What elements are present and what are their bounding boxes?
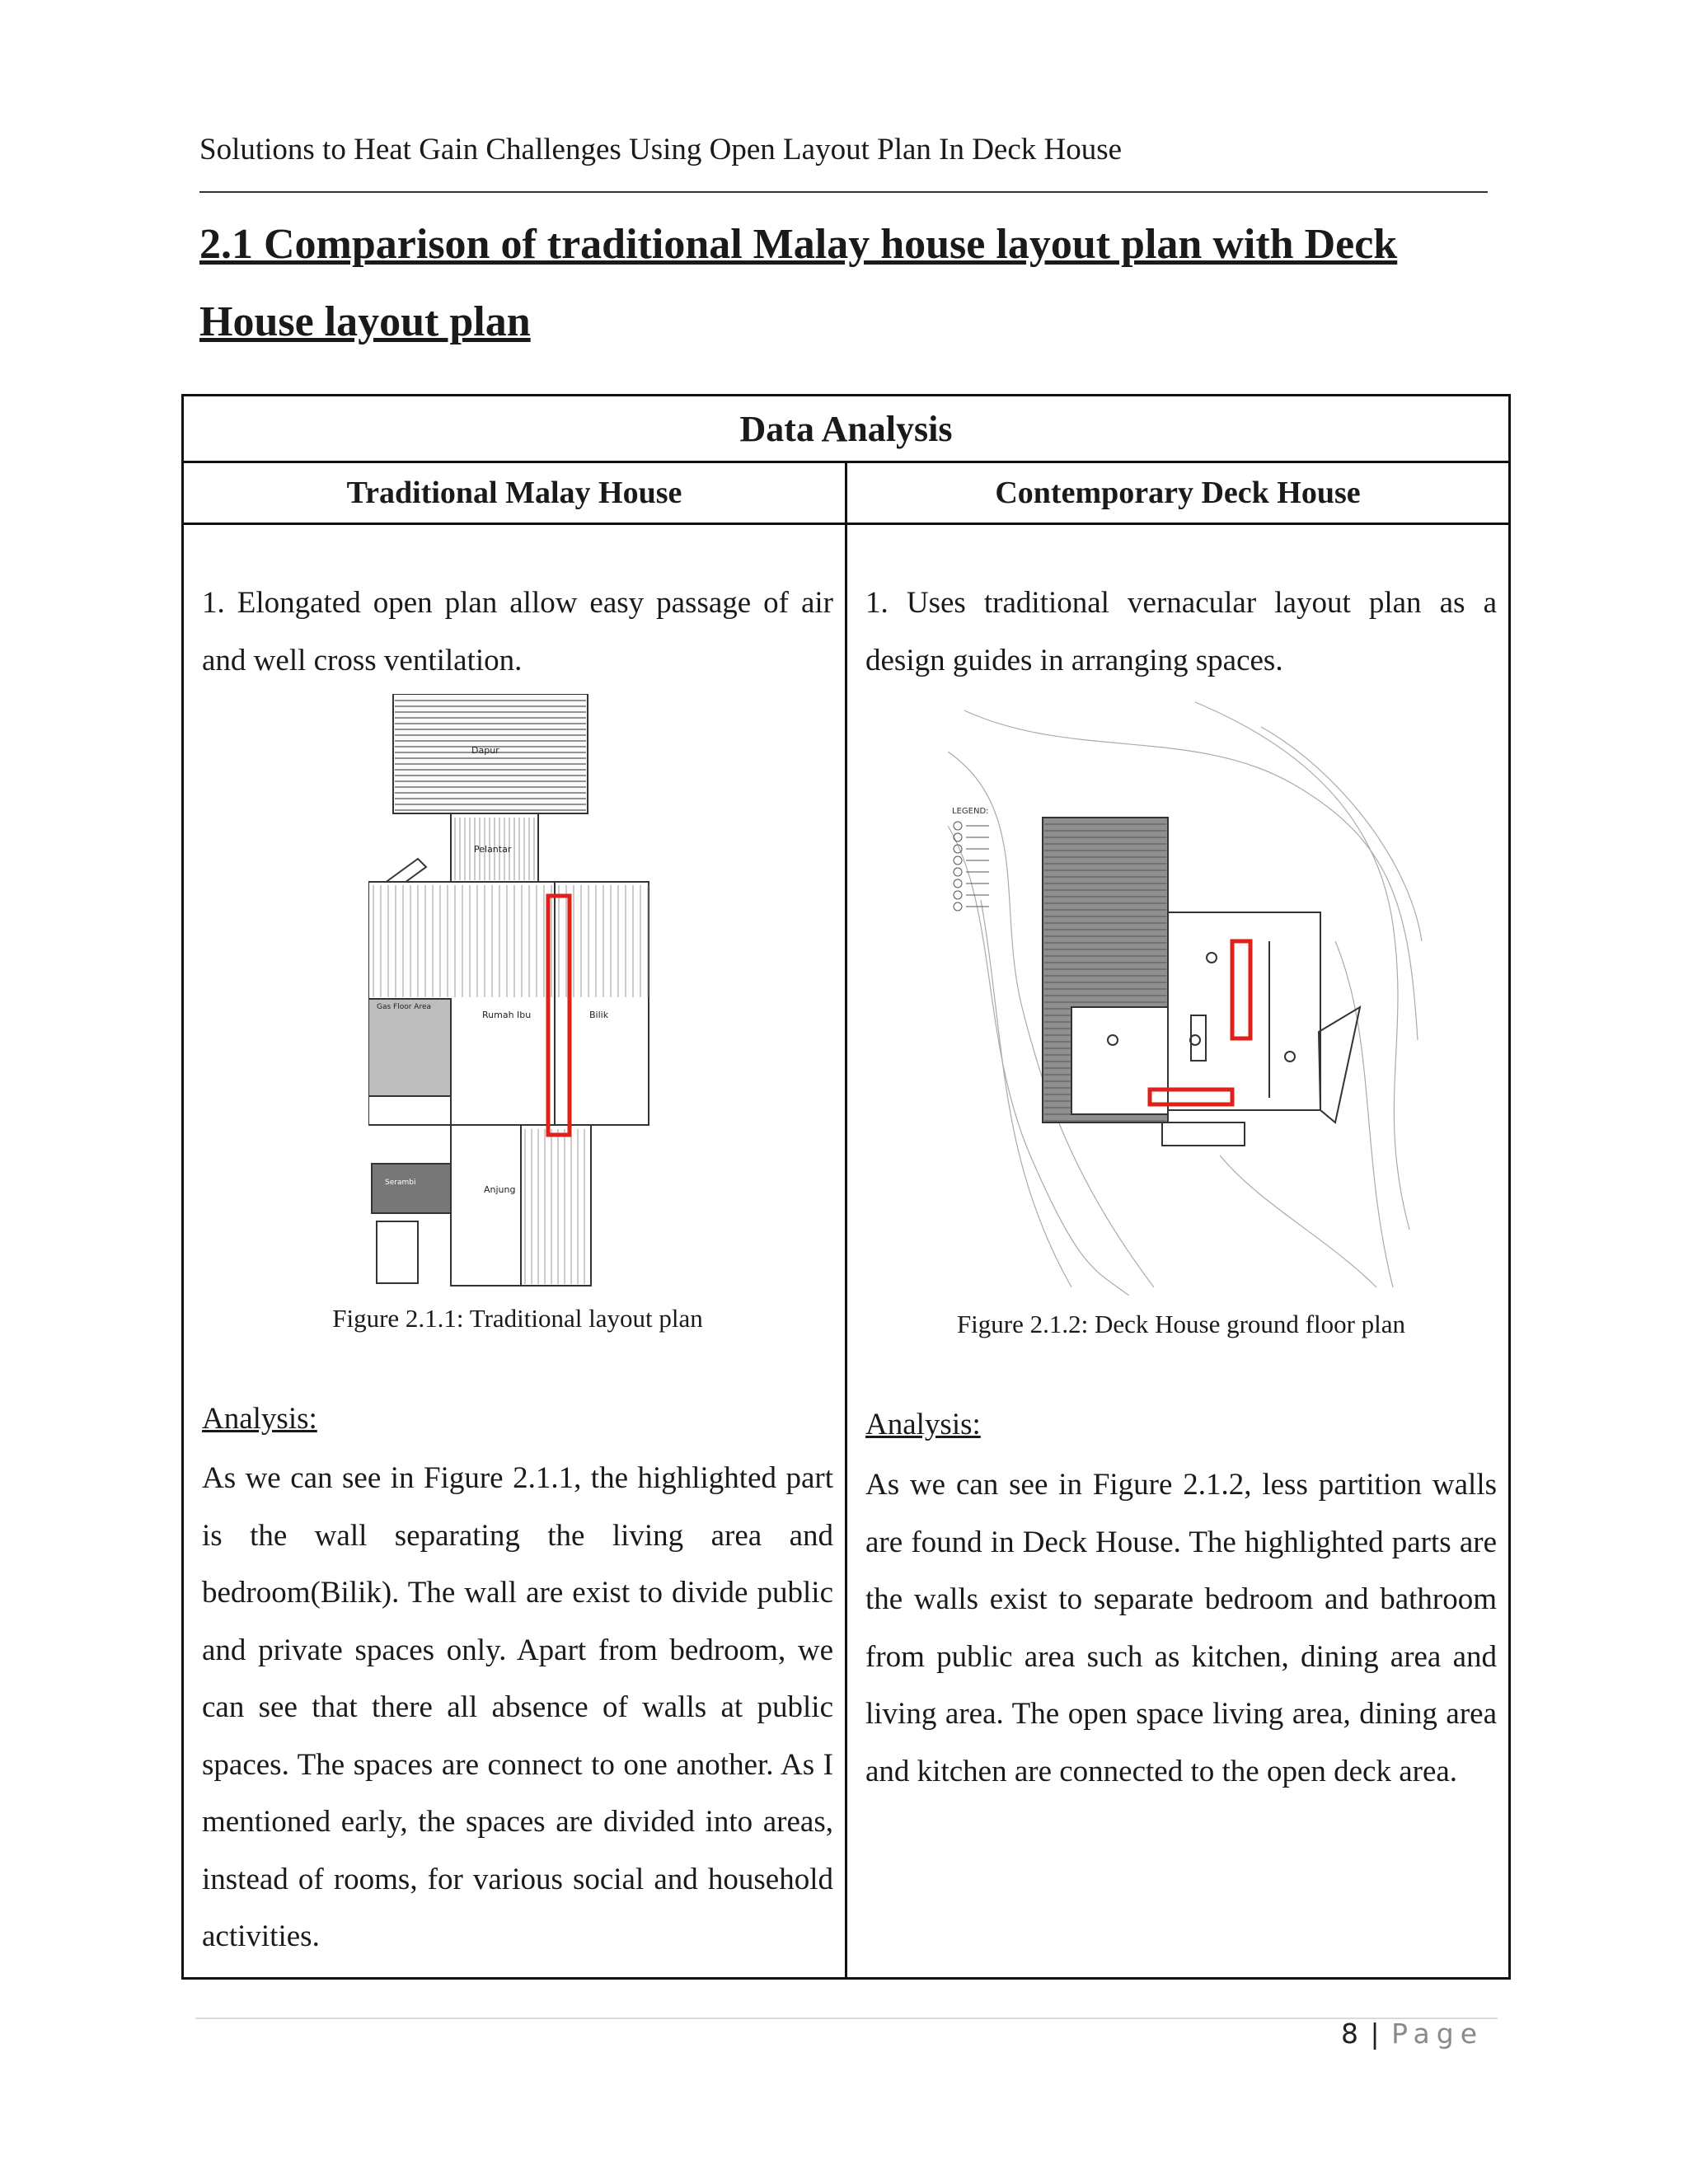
traditional-point-1: 1. Elongated open plan allow easy passage of air and well cross ventilation.	[202, 586, 833, 677]
section-title: 2.1 Comparison of traditional Malay house layout plan with Deck House layout plan	[199, 221, 1398, 345]
analysis-label-traditional: Analysis:	[202, 1402, 317, 1436]
traditional-column	[183, 524, 846, 1979]
analysis-label-contemporary: Analysis:	[865, 1408, 981, 1441]
deck-house-ground-floor-plan	[948, 694, 1426, 1296]
page-word: Page	[1391, 2018, 1484, 2050]
running-header: Solutions to Heat Gain Challenges Using Open Layout Plan In Deck House	[199, 133, 1123, 166]
page-number	[1341, 2018, 1484, 2050]
page-number-separator: |	[1370, 2018, 1381, 2050]
figure-caption-traditional: Figure 2.1.1: Traditional layout plan	[332, 1304, 703, 1333]
plan-label-serambi: Serambi	[385, 1179, 416, 1187]
page-number-value: 8	[1340, 2018, 1360, 2050]
analysis-table	[181, 394, 1511, 1980]
analysis-text-traditional: As we can see in Figure 2.1.1, the highlighted part is the wall separating the living area and bedroom(Bilik). The wall are exist to divide public and private spaces only. Apart from bedroom, we can see that there all absence of walls at public spaces. The spaces are connect to one another. As I mentioned early, the spaces are divided into areas, instead of rooms, for various social and household activities.	[202, 1461, 833, 1953]
plan-label-bilik: Bilik	[589, 1010, 609, 1020]
traditional-layout-plan	[368, 694, 665, 1287]
table-title: Data Analysis	[183, 396, 1510, 462]
analysis-text-contemporary: As we can see in Figure 2.1.2, less partition walls are found in Deck House. The highlighted parts are the walls exist to separate bedroom and bathroom from public area such as kitchen, dining area and living area. The open space living area, dining area and kitchen are connected to the open deck area.	[865, 1468, 1497, 1788]
footer-rule	[195, 2018, 1498, 2019]
column-heading-contemporary: Contemporary Deck House	[846, 462, 1510, 524]
column-heading-traditional: Traditional Malay House	[183, 462, 846, 524]
figure-caption-deck-house: Figure 2.1.2: Deck House ground floor plan	[956, 1310, 1406, 1338]
plan-label-rumah-ibu: Rumah Ibu	[482, 1010, 532, 1020]
contemporary-point-1: 1. Uses traditional vernacular layout plan as a design guides in arranging spaces.	[865, 586, 1497, 677]
plan-label-gas-floor: Gas Floor Area	[377, 1003, 432, 1011]
plan-label-anjung: Anjung	[484, 1184, 516, 1195]
contemporary-column	[846, 524, 1510, 1979]
plan-label-dapur: Dapur	[471, 745, 499, 756]
plan-label-legend: LEGEND:	[952, 807, 989, 816]
plan-label-pelantar: Pelantar	[474, 844, 512, 855]
header-rule	[199, 191, 1488, 193]
